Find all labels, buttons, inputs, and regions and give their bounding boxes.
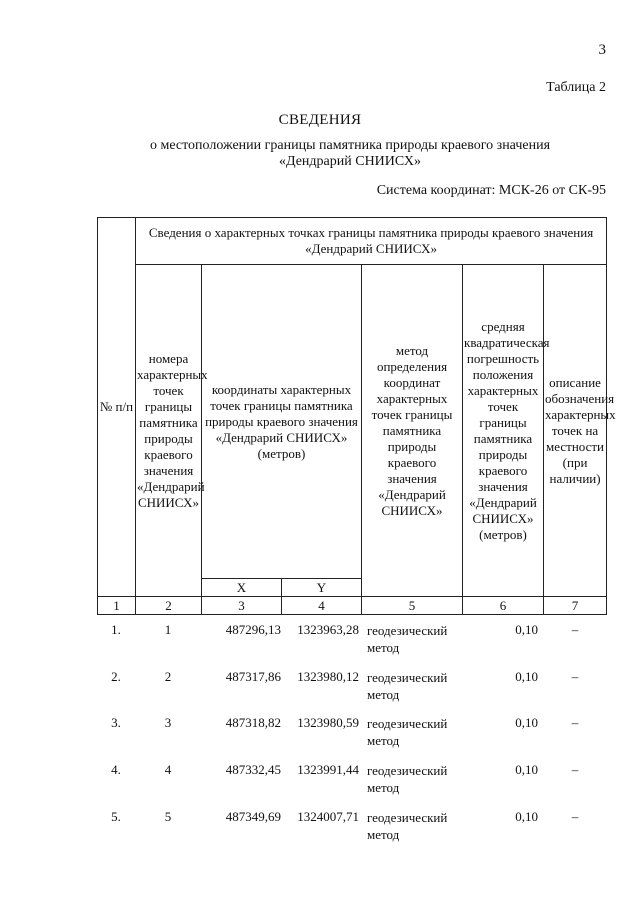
table-row [97,715,606,755]
cell-index: 4. [111,762,121,777]
column-number: 6 [463,597,544,615]
header-index: № п/п [98,218,136,597]
header-method: метод определения координат характерных точек границы памятника природы краевого значения «Дендрарий СНИИСХ» [362,265,463,597]
cell-method: геодезический метод [367,810,448,842]
cell-description: – [571,622,579,637]
header-coordinates: координаты характерных точек границы памятника природы краевого значения «Дендрарий СНИИСХ» (метров) [202,265,362,579]
table-row [97,809,606,849]
table-header [97,217,616,615]
page-number: 3 [598,42,606,58]
header-y: Y [282,579,362,597]
cell-y: 1323980,12 [297,669,359,684]
column-number: 4 [282,597,362,615]
document-title: СВЕДЕНИЯ [278,112,362,128]
column-number: 5 [362,597,463,615]
table-row [97,622,606,662]
column-number: 3 [202,597,282,615]
cell-point: 4 [164,762,172,777]
cell-index: 2. [111,669,121,684]
cell-error: 0,10 [515,762,538,777]
document-subtitle [60,138,640,170]
subtitle-line-1: о местоположении границы памятника природы краевого значения [149,138,551,153]
column-number: 1 [98,597,136,615]
cell-point: 5 [164,809,172,824]
cell-error: 0,10 [515,622,538,637]
cell-point: 3 [164,715,172,730]
cell-x: 487349,69 [225,809,281,824]
header-error: средняя квадратическая погрешность положения характерных точек границы памятника природы краевого значения «Дендрарий СНИИСХ» (метров) [463,265,544,597]
cell-error: 0,10 [515,669,538,684]
cell-error: 0,10 [515,715,538,730]
cell-index: 3. [111,715,121,730]
cell-index: 1. [111,622,121,637]
cell-method: геодезический метод [367,716,448,748]
cell-x: 487317,86 [225,669,281,684]
table-row [97,669,606,709]
header-point-numbers: номера характерных точек границы памятника природы краевого значения «Дендрарий СНИИСХ» [136,265,202,597]
cell-index: 5. [111,809,121,824]
column-number: 2 [136,597,202,615]
coordinate-system: Система координат: МСК-26 от СК-95 [376,183,606,198]
cell-y: 1323963,28 [297,622,359,637]
cell-description: – [571,669,579,684]
cell-y: 1323980,59 [297,715,359,730]
cell-description: – [571,762,579,777]
cell-x: 487332,45 [225,762,281,777]
cell-y: 1324007,71 [297,809,359,824]
cell-method: геодезический метод [367,670,448,702]
column-number: 7 [544,597,607,615]
cell-x: 487318,82 [225,715,281,730]
table-label: Таблица 2 [546,80,606,95]
subtitle-line-2: «Дендрарий СНИИСХ» [278,154,421,169]
header-x: X [202,579,282,597]
table-row [97,762,606,802]
cell-point: 1 [164,622,172,637]
header-description: описание обозначения характерных точек на местности (при наличии) [544,265,607,597]
cell-description: – [571,809,579,824]
cell-x: 487296,13 [225,622,281,637]
cell-method: геодезический метод [367,763,448,795]
cell-error: 0,10 [515,809,538,824]
cell-method: геодезический метод [367,623,448,655]
cell-point: 2 [164,669,172,684]
cell-y: 1323991,44 [297,762,359,777]
header-span-title: Сведения о характерных точках границы памятника природы краевого значения «Дендрарий СНИИСХ» [136,218,607,265]
cell-description: – [571,715,579,730]
